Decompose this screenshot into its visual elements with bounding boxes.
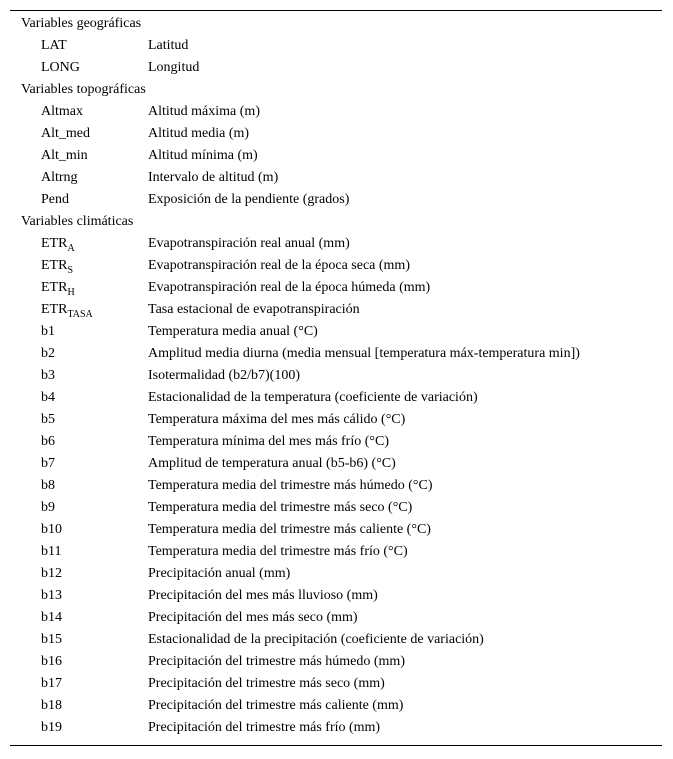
table-row bbox=[10, 167, 662, 189]
variable-code bbox=[41, 189, 69, 211]
variable-code bbox=[41, 475, 55, 497]
table-row bbox=[10, 409, 662, 431]
variable-description: Amplitud de temperatura anual (b5-b6) (°C) bbox=[148, 456, 396, 471]
variable-code bbox=[41, 497, 55, 519]
table-row bbox=[10, 189, 662, 211]
variable-code-text: b6 bbox=[41, 434, 55, 449]
variable-code-subscript: TASA bbox=[67, 309, 93, 320]
variable-description: Altitud máxima (m) bbox=[148, 104, 260, 119]
table-row bbox=[10, 519, 662, 541]
variable-description: Evapotranspiración real de la época seca (mm) bbox=[148, 258, 410, 273]
variable-description: Temperatura mínima del mes más frío (°C) bbox=[148, 434, 389, 449]
variable-description: Estacionalidad de la temperatura (coeficiente de variación) bbox=[148, 390, 478, 405]
variable-code bbox=[41, 277, 75, 299]
variable-description: Exposición de la pendiente (grados) bbox=[148, 192, 350, 207]
table-row bbox=[10, 695, 662, 717]
variable-code-text: b2 bbox=[41, 346, 55, 361]
variable-code-text: b5 bbox=[41, 412, 55, 427]
variable-code bbox=[41, 343, 55, 365]
variable-description: Precipitación del trimestre más frío (mm) bbox=[148, 720, 381, 735]
variable-code-text: LAT bbox=[41, 38, 67, 53]
variable-description: Evapotranspiración real anual (mm) bbox=[148, 236, 350, 251]
variable-description: Precipitación del trimestre más húmedo (mm) bbox=[148, 654, 405, 669]
variable-code bbox=[41, 409, 55, 431]
variable-description: Precipitación anual (mm) bbox=[148, 566, 291, 581]
table-row bbox=[10, 651, 662, 673]
table-row bbox=[10, 453, 662, 475]
table-row bbox=[10, 145, 662, 167]
variables-table bbox=[10, 10, 662, 746]
table-row bbox=[10, 673, 662, 695]
variable-code-text: b11 bbox=[41, 544, 62, 559]
variable-code-text: b18 bbox=[41, 698, 62, 713]
table-row bbox=[10, 541, 662, 563]
variable-code-subscript: H bbox=[67, 287, 75, 298]
variable-description: Intervalo de altitud (m) bbox=[148, 170, 279, 185]
group-header: Variables topográficas bbox=[21, 82, 146, 97]
table-row bbox=[10, 35, 662, 57]
table-row bbox=[10, 497, 662, 519]
variable-code bbox=[41, 453, 55, 475]
variable-code-subscript: A bbox=[67, 243, 75, 254]
table-row bbox=[10, 321, 662, 343]
variable-code bbox=[41, 563, 62, 585]
variable-description: Temperatura media anual (°C) bbox=[148, 324, 318, 339]
variable-description: Temperatura máxima del mes más cálido (°C) bbox=[148, 412, 406, 427]
variable-code bbox=[41, 673, 62, 695]
variable-code-text: Altmax bbox=[41, 104, 83, 119]
variable-description: Temperatura media del trimestre más seco (°C) bbox=[148, 500, 413, 515]
variable-description: Temperatura media del trimestre más caliente (°C) bbox=[148, 522, 431, 537]
table-row bbox=[10, 585, 662, 607]
variable-code bbox=[41, 233, 75, 255]
variable-description: Temperatura media del trimestre más frío (°C) bbox=[148, 544, 408, 559]
variable-code bbox=[41, 145, 88, 167]
variable-code bbox=[41, 387, 55, 409]
variable-code bbox=[41, 717, 62, 739]
variable-code bbox=[41, 695, 62, 717]
variable-code bbox=[41, 101, 83, 123]
variable-code bbox=[41, 519, 62, 541]
variable-code-text: Pend bbox=[41, 192, 69, 207]
variable-code-text: ETR bbox=[41, 258, 68, 273]
variable-code-text: b12 bbox=[41, 566, 62, 581]
table-row bbox=[10, 343, 662, 365]
table-row bbox=[10, 431, 662, 453]
variable-code-text: b8 bbox=[41, 478, 55, 493]
table-row bbox=[10, 475, 662, 497]
variable-code-text: b15 bbox=[41, 632, 62, 647]
variable-code-text: b13 bbox=[41, 588, 62, 603]
variable-description: Amplitud media diurna (media mensual [temperatura máx-temperatura min]) bbox=[148, 346, 580, 361]
variable-code-subscript: S bbox=[67, 265, 74, 276]
table-row bbox=[10, 57, 662, 79]
variable-code-text: b14 bbox=[41, 610, 62, 625]
group-header: Variables climáticas bbox=[21, 214, 134, 229]
variable-code bbox=[41, 255, 73, 277]
variable-code bbox=[41, 541, 61, 563]
table-row bbox=[10, 563, 662, 585]
variable-code-text: Altrng bbox=[41, 170, 78, 185]
variable-code bbox=[41, 651, 62, 673]
variable-description: Longitud bbox=[148, 60, 200, 75]
table-row bbox=[10, 277, 662, 299]
variable-code-text: LONG bbox=[41, 60, 80, 75]
variable-code bbox=[41, 365, 55, 387]
variable-code-text: b17 bbox=[41, 676, 62, 691]
table-row bbox=[10, 717, 662, 739]
variable-description: Precipitación del mes más lluvioso (mm) bbox=[148, 588, 378, 603]
variable-code bbox=[41, 35, 67, 57]
variable-code-text: b19 bbox=[41, 720, 62, 735]
table-row bbox=[10, 607, 662, 629]
variable-description: Precipitación del mes más seco (mm) bbox=[148, 610, 358, 625]
table-row bbox=[10, 299, 662, 321]
variable-code-text: Alt_med bbox=[41, 126, 90, 141]
table-row bbox=[10, 629, 662, 651]
table-row bbox=[10, 123, 662, 145]
variable-code bbox=[41, 629, 62, 651]
variable-description: Altitud mínima (m) bbox=[148, 148, 258, 163]
variable-code bbox=[41, 299, 93, 321]
variable-description: Evapotranspiración real de la época húmeda (mm) bbox=[148, 280, 431, 295]
table-row bbox=[10, 387, 662, 409]
table-row bbox=[10, 365, 662, 387]
variable-code-text: b10 bbox=[41, 522, 62, 537]
variable-description: Precipitación del trimestre más caliente (mm) bbox=[148, 698, 404, 713]
variable-code-text: b1 bbox=[41, 324, 55, 339]
variable-code bbox=[41, 585, 62, 607]
variable-description: Altitud media (m) bbox=[148, 126, 250, 141]
variable-code-text: ETR bbox=[41, 280, 68, 295]
variable-description: Isotermalidad (b2/b7)(100) bbox=[148, 368, 301, 383]
variable-description: Estacionalidad de la precipitación (coeficiente de variación) bbox=[148, 632, 484, 647]
variable-code-text: ETR bbox=[41, 302, 68, 317]
variable-code bbox=[41, 123, 90, 145]
variable-code bbox=[41, 607, 62, 629]
variable-code-text: b4 bbox=[41, 390, 55, 405]
variable-code bbox=[41, 321, 55, 343]
variable-code-text: b7 bbox=[41, 456, 55, 471]
variable-description: Precipitación del trimestre más seco (mm) bbox=[148, 676, 385, 691]
variable-code-text: ETR bbox=[41, 236, 68, 251]
variable-code bbox=[41, 431, 55, 453]
variable-code-text: Alt_min bbox=[41, 148, 88, 163]
group-header: Variables geográficas bbox=[21, 16, 142, 31]
variable-description: Tasa estacional de evapotranspiración bbox=[148, 302, 360, 317]
variable-code-text: b9 bbox=[41, 500, 55, 515]
variable-code-text: b16 bbox=[41, 654, 62, 669]
table-row bbox=[10, 255, 662, 277]
variable-code bbox=[41, 167, 78, 189]
table-row bbox=[10, 233, 662, 255]
variable-code-text: b3 bbox=[41, 368, 55, 383]
variable-description: Temperatura media del trimestre más húmedo (°C) bbox=[148, 478, 433, 493]
variable-description: Latitud bbox=[148, 38, 189, 53]
variable-code bbox=[41, 57, 80, 79]
table-row bbox=[10, 101, 662, 123]
